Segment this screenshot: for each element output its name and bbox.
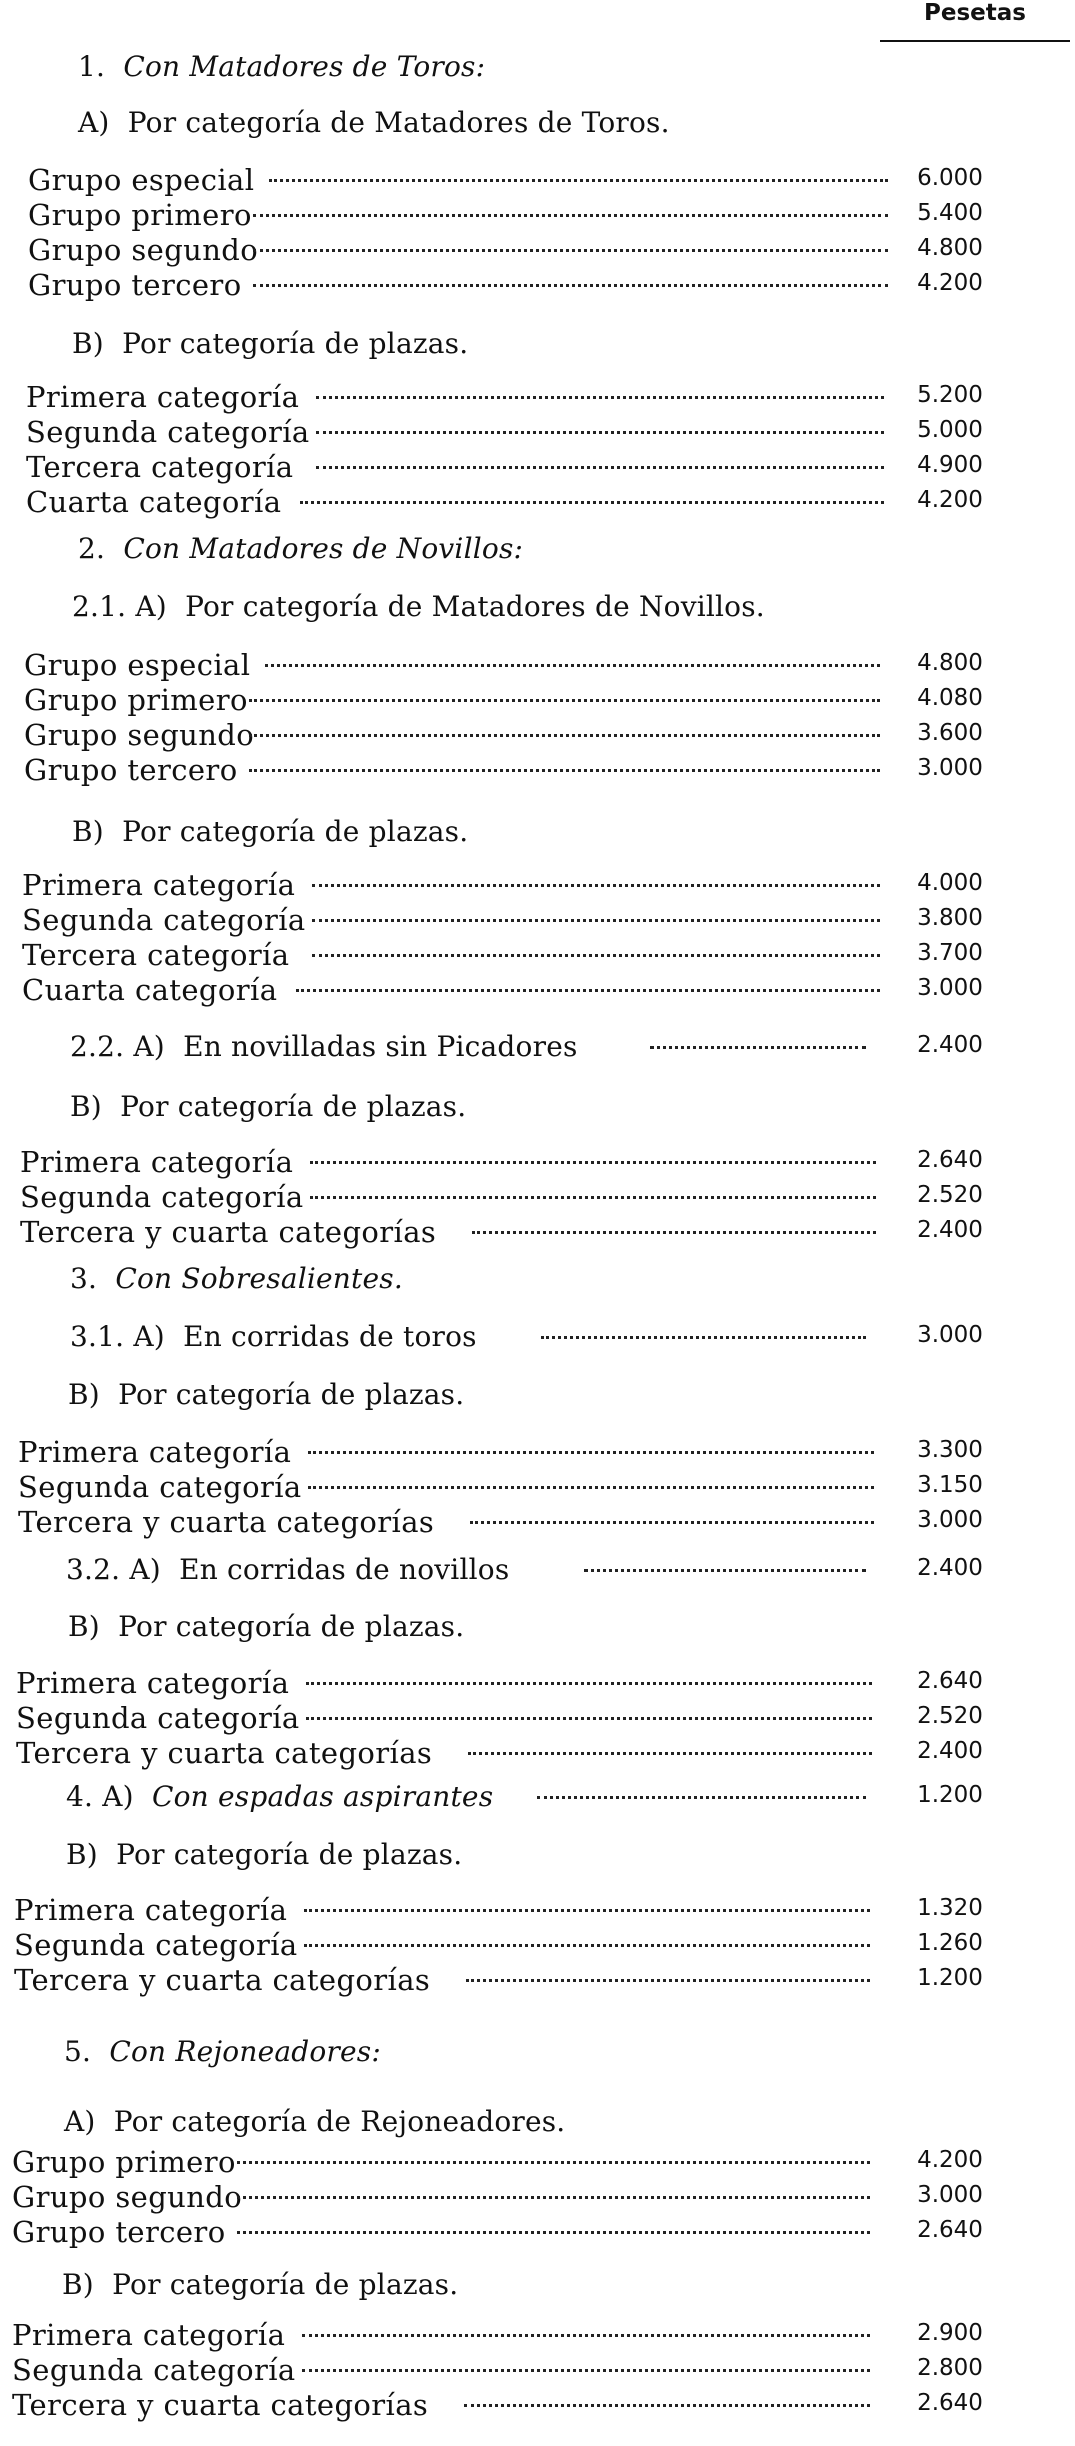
row-label: Tercera categoría (22, 938, 290, 972)
heading-title: Por categoría de plazas. (122, 815, 469, 848)
subsection-heading (72, 327, 468, 360)
dot-leader (308, 1486, 874, 1489)
heading-number: 4. A) (66, 1780, 152, 1813)
row-value: 1.260 (917, 1930, 983, 1956)
table-row (0, 1928, 1075, 1962)
row-value: 4.080 (917, 685, 983, 711)
row-label: Segunda categoría (22, 903, 306, 937)
heading-number: 2.2. A) (70, 1030, 184, 1063)
subsection-heading (62, 2268, 458, 2301)
row-label: Grupo segundo (12, 2180, 243, 2214)
dot-leader (300, 501, 884, 504)
row-value: 6.000 (917, 165, 983, 191)
heading-title: Con Matadores de Novillos: (123, 532, 524, 565)
heading-number: B) (68, 1610, 119, 1643)
row-value: 5.000 (917, 417, 983, 443)
subsection-heading (70, 1320, 477, 1353)
heading-title: Por categoría de plazas. (118, 1610, 465, 1643)
dot-leader (306, 1682, 872, 1685)
row-value: 2.520 (917, 1182, 983, 1208)
table-row (0, 753, 1075, 787)
dot-leader (302, 2334, 870, 2337)
row-label: Tercera y cuarta categorías (12, 2388, 429, 2422)
row-value: 3.800 (917, 905, 983, 931)
row-label: Cuarta categoría (22, 973, 278, 1007)
heading-number: 1. (78, 50, 124, 83)
heading-number: 2. (78, 532, 124, 565)
subsection-heading (68, 1610, 464, 1643)
heading-title: Con Sobresalientes. (115, 1262, 403, 1295)
table-row (0, 648, 1075, 682)
heading-title: Por categoría de Rejoneadores. (113, 2105, 566, 2138)
row-value: 2.400 (917, 1555, 983, 1581)
dot-leader (468, 1752, 872, 1755)
row-value: 5.400 (917, 200, 983, 226)
heading-title: En corridas de novillos (179, 1553, 510, 1586)
row-label: Tercera y cuarta categorías (14, 1963, 431, 1997)
row-label: Segunda categoría (20, 1180, 304, 1214)
table-row (0, 415, 1075, 449)
dot-leader (310, 1161, 876, 1164)
table-row (0, 1505, 1075, 1539)
heading-title: Con Matadores de Toros: (123, 50, 486, 83)
row-label: Segunda categoría (16, 1701, 300, 1735)
table-row (0, 268, 1075, 302)
table-row (0, 450, 1075, 484)
heading-title: Por categoría de Matadores de Toros. (127, 106, 670, 139)
dot-leader (237, 2231, 870, 2234)
dot-leader (306, 1717, 872, 1720)
table-row (0, 1145, 1075, 1179)
table-row (0, 233, 1075, 267)
subsection-heading (78, 106, 670, 139)
table-row (0, 485, 1075, 519)
row-value: 2.900 (917, 2320, 983, 2346)
row-value: 4.200 (917, 2147, 983, 2173)
table-row (0, 380, 1075, 414)
dot-leader (312, 954, 880, 957)
subsection-heading (70, 1090, 466, 1123)
row-value: 3.700 (917, 940, 983, 966)
row-value: 4.200 (917, 270, 983, 296)
table-row (0, 1963, 1075, 1997)
heading-number: 3.2. A) (66, 1553, 180, 1586)
row-value: 2.400 (917, 1738, 983, 1764)
table-row (0, 718, 1075, 752)
dot-leader (584, 1569, 866, 1572)
header-rule (880, 40, 1070, 42)
table-row (0, 2353, 1075, 2387)
row-label: Grupo primero (24, 683, 248, 717)
row-value: 4.000 (917, 870, 983, 896)
dot-leader (312, 919, 880, 922)
dot-leader (253, 214, 888, 217)
dot-leader (302, 2369, 870, 2372)
heading-title: Con Rejoneadores: (109, 2035, 381, 2068)
section-heading (64, 2035, 381, 2068)
dot-leader (308, 1451, 874, 1454)
row-label: Tercera categoría (26, 450, 294, 484)
dot-leader (304, 1909, 870, 1912)
table-row (0, 1470, 1075, 1504)
table-row (0, 868, 1075, 902)
row-label: Primera categoría (18, 1435, 292, 1469)
dot-leader (316, 431, 884, 434)
row-label: Grupo tercero (28, 268, 242, 302)
dot-leader (237, 2196, 870, 2199)
dot-leader (237, 2161, 870, 2164)
row-label: Primera categoría (12, 2318, 286, 2352)
section-heading (66, 1780, 493, 1813)
row-value: 1.200 (917, 1965, 983, 1991)
table-row (0, 1736, 1075, 1770)
dot-leader (253, 284, 888, 287)
row-label: Grupo primero (28, 198, 252, 232)
table-row (0, 1701, 1075, 1735)
row-label: Segunda categoría (26, 415, 310, 449)
row-label: Grupo primero (12, 2145, 236, 2179)
table-row (0, 938, 1075, 972)
heading-title: En novilladas sin Picadores (183, 1030, 578, 1063)
dot-leader (537, 1796, 866, 1799)
heading-title: En corridas de toros (183, 1320, 477, 1353)
row-label: Grupo segundo (28, 233, 259, 267)
row-label: Primera categoría (16, 1666, 290, 1700)
dot-leader (304, 1944, 870, 1947)
heading-number: B) (66, 1838, 117, 1871)
row-label: Primera categoría (26, 380, 300, 414)
heading-number: B) (72, 815, 123, 848)
row-label: Grupo tercero (12, 2215, 226, 2249)
table-row (0, 1666, 1075, 1700)
row-value: 2.400 (917, 1217, 983, 1243)
heading-number: B) (70, 1090, 121, 1123)
table-row (0, 2318, 1075, 2352)
row-value: 3.300 (917, 1437, 983, 1463)
row-label: Segunda categoría (18, 1470, 302, 1504)
table-row (0, 2215, 1075, 2249)
table-row (0, 2180, 1075, 2214)
row-value: 2.640 (917, 1668, 983, 1694)
dot-leader (470, 1521, 874, 1524)
dot-leader (464, 2404, 870, 2407)
table-row (0, 1215, 1075, 1249)
row-value: 1.200 (917, 1782, 983, 1808)
dot-leader (316, 466, 884, 469)
heading-title: Con espadas aspirantes (151, 1780, 494, 1813)
row-value: 2.520 (917, 1703, 983, 1729)
row-value: 3.000 (917, 755, 983, 781)
table-row (0, 1893, 1075, 1927)
table-row (0, 163, 1075, 197)
dot-leader (541, 1336, 866, 1339)
table-row (0, 2145, 1075, 2179)
row-value: 3.000 (917, 975, 983, 1001)
row-label: Segunda categoría (12, 2353, 296, 2387)
dot-leader (296, 989, 880, 992)
row-label: Tercera y cuarta categorías (20, 1215, 437, 1249)
section-heading (70, 1262, 403, 1295)
row-label: Grupo segundo (24, 718, 255, 752)
table-row (0, 1435, 1075, 1469)
row-value: 4.900 (917, 452, 983, 478)
row-value: 2.640 (917, 2217, 983, 2243)
dot-leader (265, 664, 880, 667)
row-value: 4.800 (917, 650, 983, 676)
heading-title: Por categoría de plazas. (118, 1378, 465, 1411)
dot-leader (310, 1196, 876, 1199)
heading-number: 5. (64, 2035, 110, 2068)
row-value: 3.000 (917, 1322, 983, 1348)
dot-leader (312, 884, 880, 887)
heading-title: Por categoría de plazas. (112, 2268, 459, 2301)
row-label: Primera categoría (20, 1145, 294, 1179)
heading-title: Por categoría de plazas. (120, 1090, 467, 1123)
table-row (0, 903, 1075, 937)
dot-leader (269, 179, 888, 182)
row-label: Segunda categoría (14, 1928, 298, 1962)
row-value: 1.320 (917, 1895, 983, 1921)
subsection-heading (68, 1378, 464, 1411)
row-value: 3.000 (917, 1507, 983, 1533)
section-heading (78, 532, 523, 565)
column-header: Pesetas (924, 0, 1026, 26)
heading-title: Por categoría de plazas. (122, 327, 469, 360)
row-value: 2.800 (917, 2355, 983, 2381)
row-value: 2.640 (917, 1147, 983, 1173)
heading-number: 3.1. A) (70, 1320, 184, 1353)
subsection-heading (66, 1838, 462, 1871)
row-value: 4.200 (917, 487, 983, 513)
table-row (0, 198, 1075, 232)
heading-number: B) (72, 327, 123, 360)
table-row (0, 973, 1075, 1007)
row-value: 4.800 (917, 235, 983, 261)
row-label: Cuarta categoría (26, 485, 282, 519)
subsection-heading (70, 1030, 578, 1063)
dot-leader (466, 1979, 870, 1982)
heading-title: Por categoría de plazas. (116, 1838, 463, 1871)
subsection-heading (72, 815, 468, 848)
section-heading (78, 50, 485, 83)
row-label: Grupo especial (24, 648, 251, 682)
table-row (0, 1180, 1075, 1214)
row-label: Grupo tercero (24, 753, 238, 787)
row-value: 5.200 (917, 382, 983, 408)
dot-leader (253, 249, 888, 252)
dot-leader (249, 734, 880, 737)
subsection-heading (66, 1553, 509, 1586)
dot-leader (249, 699, 880, 702)
row-value: 3.150 (917, 1472, 983, 1498)
row-value: 2.400 (917, 1032, 983, 1058)
heading-number: B) (62, 2268, 113, 2301)
row-label: Primera categoría (14, 1893, 288, 1927)
subsection-heading (64, 2105, 565, 2138)
dot-leader (650, 1046, 866, 1049)
row-value: 3.000 (917, 2182, 983, 2208)
dot-leader (316, 396, 884, 399)
heading-title: Por categoría de Matadores de Novillos. (185, 590, 765, 623)
heading-number: A) (78, 106, 128, 139)
row-value: 2.640 (917, 2390, 983, 2416)
dot-leader (472, 1231, 876, 1234)
table-row (0, 683, 1075, 717)
heading-number: 3. (70, 1262, 116, 1295)
row-label: Tercera y cuarta categorías (18, 1505, 435, 1539)
heading-number: B) (68, 1378, 119, 1411)
row-value: 3.600 (917, 720, 983, 746)
dot-leader (249, 769, 880, 772)
row-label: Primera categoría (22, 868, 296, 902)
heading-number: 2.1. A) (72, 590, 186, 623)
subsection-heading (72, 590, 765, 623)
heading-number: A) (64, 2105, 114, 2138)
row-label: Grupo especial (28, 163, 255, 197)
row-label: Tercera y cuarta categorías (16, 1736, 433, 1770)
table-row (0, 2388, 1075, 2422)
